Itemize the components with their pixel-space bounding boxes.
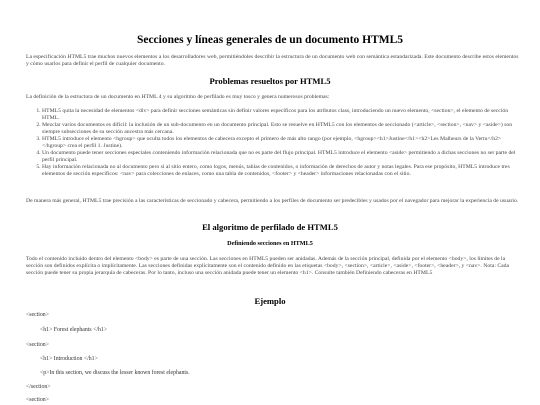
- algorithm-body: Todo el contenido incluido dentro del elemento <body> es parte de una sección. Las secciones en HTML5 pueden ser anidadas. Además de la sección principal, definida por el elemento <body>, los límites de la sección son definidos explícita o implícitamente. Las secciones definidas explícitamente son el contenido definido en las etiquetas <body>, <section>, <article>, <aside>, <footer>, <header>, y <nav>. Nota: Cada sección puede tener su propia jerarquía de cabeceras. Por lo tanto, incluso una sección anidada puede tener un elemento <h1>. Consulte también Definiendo cabeceras en HTML5: [26, 256, 510, 276]
- list-item: 3. HTML5 introduce el elemento <hgroup> que oculta todos los elementos de cabecera excepto el primero de más alto rango (por ejemplo, <hgroup><h1>Justine</h1><h2>Les Malheurs de la Vertu</h2></hgroup> crea el perfil 1. Justine).: [42, 136, 518, 150]
- list-item: 1. HTML5 quita la necesidad de elementos <div> para definir secciones semánticas sin definir valores específicos para los atributos class, introduciendo un nuevo elemento, <section>, el elemento de sección HTML.: [42, 108, 518, 122]
- problems-lead: La definición de la estructura de un documento en HTML 4 y su algoritmo de perfilado es muy tosco y genera numerosos problemas:: [26, 94, 330, 100]
- code-line: <section>: [26, 397, 49, 403]
- list-item: 5. Hay información relacionada no al documento pero sí al sitio entero, como logos, menús, tablas de contenidos, o información de derechos de autor y notas legales. Para ese propósito, HTML5 introduce tres elementos de sección específicos: <nav> para colecciones de enlaces, como una tabla de contenidos, <footer> y <header> informaciones relacionadas con el sitio.: [42, 164, 518, 178]
- code-line: </section>: [26, 384, 51, 390]
- code-line: <h1> Introduction </h1>: [40, 356, 98, 362]
- list-item: 4. Un documento puede tener secciones especiales conteniendo información relacionada que no es parte del flujo principal. HTML5 introduce el elemento <aside> permitiendo a dichas secciones no ser parte del perfil principal.: [42, 150, 518, 164]
- example-heading: Ejemplo: [254, 296, 286, 306]
- section-heading-algorithm: El algoritmo de perfilado de HTML5: [202, 222, 338, 232]
- code-line: <h1> Forest elephants </h1>: [40, 327, 108, 333]
- subsection-heading-defining: Definiendo secciones en HTML5: [227, 240, 313, 247]
- intro-paragraph: La especificación HTML5 trae muchos nuevos elementos a los desarrolladores web, permitiéndoles describir la estructura de un documento web con semántica estandarizada. Este documento describe estos elementos y cómo usarlos para definir el perfil de cualquier documento.: [26, 54, 519, 67]
- page-title: Secciones y líneas generales de un documento HTML5: [136, 34, 404, 46]
- problems-closing: De manera más general, HTML5 trae precisión a las características de seccionado y cabecera, permitiendo a los perfiles de documento ser predecibles y usados por el navegador para mejorar la experiencia de usuario.: [26, 198, 519, 204]
- code-line: <p>In this section, we discuss the lesser known forest elephants.: [40, 370, 190, 376]
- section-heading-problems: Problemas resueltos por HTML5: [209, 76, 331, 86]
- code-line: <section>: [26, 312, 49, 318]
- code-line: <section>: [26, 342, 49, 348]
- problems-list: [26, 108, 518, 178]
- list-item: 2. Mezclar varios documentos es difícil: la inclusión de un sub-documento en un documento principal. Esto se resuelve en HTML5 con los elementos de seccionado (<article>, <section>, <nav> y <aside>) son siempre subsecciones de su sección ancestra más cercana.: [42, 122, 518, 136]
